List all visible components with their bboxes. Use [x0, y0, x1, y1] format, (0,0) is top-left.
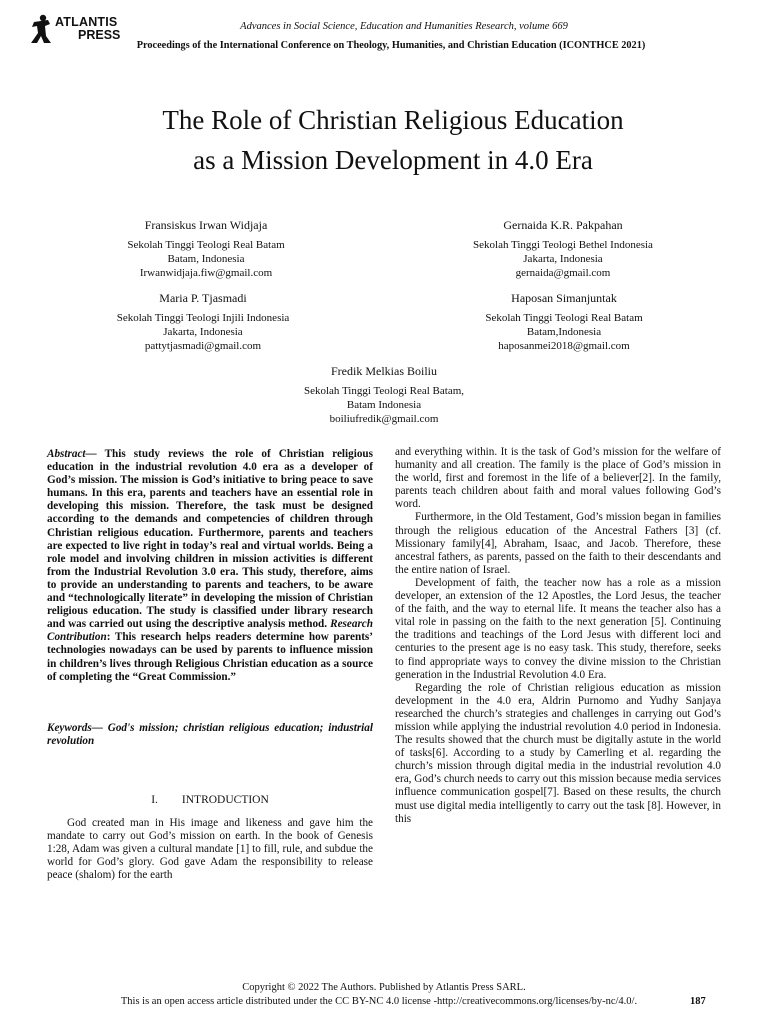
- section-heading: [47, 794, 373, 807]
- keywords: [47, 722, 373, 748]
- abstract-text: This study reviews the role of Christian religious education in the industrial revolution 4.0 era as a developer of God’s mission. The mission is God’s initiative to bring peace to save humans. In this era, parents and teachers have an essential role in developing this mission. Therefore, the task must be designed according to the demands and competencies of children through Christian religious education. Furthermore, parents and teachers are expected to live right in today’s real and virtual worlds. Being a role model and involving children in mission activities is different from the Industrial Revolution 3.0 era. This study, therefore, aims to provide an understanding to parents and teachers, to be aware and “technologically literate” in developing the mission of Christian religious education. The study is classified under library research and was carried out using the descriptive analysis method.: [47, 448, 373, 631]
- title-line-2: as a Mission Development in 4.0 Era: [193, 145, 593, 175]
- abstract-text-cont: : This research helps readers determine how parents’ technologies nowadays can be used by parents to influence mission in children’s lives through Religious Christian education as a source of completing the “Great Commission.”: [47, 631, 373, 683]
- author-block-2: [413, 218, 713, 280]
- abstract: [47, 448, 373, 684]
- title-line-1: The Role of Christian Religious Education: [162, 105, 624, 135]
- author-block-1: [56, 218, 356, 280]
- body-paragraph-2: Furthermore, in the Old Testament, God’s mission began in families through the religious education of the Ancestral Fathers [3] (cf. Missionary family[4], Abraham, Isaac, and Jacob. Therefore, these ancestral fathers, as parents, passed on the faith to their descendants and the entire nation of Israel.: [395, 511, 721, 576]
- author-block-4: [414, 291, 714, 353]
- proceedings-name: Proceedings of the International Conference on Theology, Humanities, and Christian Education (ICONTHCE 2021): [136, 40, 646, 51]
- author-name: Gernaida K.R. Pakpahan: [503, 218, 623, 232]
- logo-text-atlantis: ATLANTIS: [55, 15, 118, 29]
- author-block-5: [234, 364, 534, 426]
- body-paragraph-1-cont: and everything within. It is the task of God’s mission for the welfare of humanity and all creation. The family is the place of God’s mission in the world, first and foremost in the life of a believer[2]. In the family, parents teach children about faith and moral values following God’s word.: [395, 446, 721, 511]
- author-name: Fredik Melkias Boiliu: [331, 364, 437, 378]
- body-paragraph-3: Development of faith, the teacher now has a role as a mission developer, an extension of the 12 Apostles, the Lord Jesus, the teacher of the faith, and the way to eternal life. It means the teacher also has a vital role in passing on the faith to the next generation [5]. Continuing the traditions and teachings of the Lord Jesus with different loci and centuries to the present age is no easy task. This study, therefore, seeks to find appropriate ways to convey the divine mission to the Christian generation in the Industrial Revolution 4.0 Era.: [395, 576, 721, 681]
- author-email: Irwanwidjaja.fiw@gmail.com: [139, 267, 273, 279]
- body-paragraph-1: God created man in His image and likeness and gave him the mandate to carry out God’s mission on earth. In the book of Genesis 1:28, Adam was given a cultural mandate [1] to fill, rule, and subdue the world for God’s glory. God gave Adam the responsibility to release peace (shalom) for the earth: [47, 816, 373, 882]
- left-column: [47, 448, 373, 882]
- section-number: I.: [151, 793, 158, 806]
- author-affiliation: Sekolah Tinggi Teologi Real Batam: [127, 239, 285, 251]
- author-name: Maria P. Tjasmadi: [159, 291, 247, 305]
- author-name: Fransiskus Irwan Widjaja: [144, 218, 268, 232]
- author-email: gernaida@gmail.com: [515, 267, 611, 279]
- right-column: [395, 446, 721, 826]
- keywords-text: God's mission; christian religious education; industrial revolution: [47, 721, 373, 747]
- logo-text-press: PRESS: [78, 28, 121, 42]
- author-location: Batam,Indonesia: [526, 326, 602, 338]
- author-location: Jakarta, Indonesia: [523, 253, 603, 265]
- author-affiliation: Sekolah Tinggi Teologi Injili Indonesia: [116, 312, 290, 324]
- author-location: Batam, Indonesia: [167, 253, 245, 265]
- author-location: Jakarta, Indonesia: [163, 326, 243, 338]
- paper-title: [0, 100, 768, 180]
- author-email: pattytjasmadi@gmail.com: [144, 340, 262, 352]
- author-affiliation: Sekolah Tinggi Teologi Real Batam: [485, 312, 643, 324]
- abstract-label: Abstract—: [47, 448, 97, 460]
- body-paragraph-4: Regarding the role of Christian religious education as mission development in the 4.0 era, Aldrin Purnomo and Yudhy Sanjaya researched the church’s strategies and challenges in carrying out God’s mission while applying the industrial revolution 4.0 period in Indonesia. The results showed that the church must be digitally astute in the world of tasks[6]. According to a study by Camerling et al. regarding the church’s mission through digital media in the industrial revolution 4.0 era, God’s church needs to carry out this mission because media services influence communication gospel[7]. Based on these results, the church must use digital media intelligently to carry out the task [8]. However, in this: [395, 681, 721, 825]
- keywords-label: Keywords—: [47, 721, 103, 734]
- footer-license: This is an open access article distributed under the CC BY-NC 4.0 license -http://creativecommons.org/licenses/by-nc/4.0/.: [120, 996, 638, 1007]
- author-affiliation: Sekolah Tinggi Teologi Bethel Indonesia: [473, 239, 653, 251]
- section-title: INTRODUCTION: [181, 793, 269, 806]
- author-email: haposanmei2018@gmail.com: [498, 340, 630, 352]
- author-location: Batam Indonesia: [346, 399, 422, 411]
- page-number: 187: [690, 996, 706, 1007]
- author-block-3: [53, 291, 353, 353]
- research-contribution-label: Research Contribution: [47, 618, 373, 644]
- author-email: boiliufredik@gmail.com: [329, 413, 439, 425]
- author-affiliation: Sekolah Tinggi Teologi Real Batam,: [303, 385, 465, 397]
- journal-name: Advances in Social Science, Education and Humanities Research, volume 669: [240, 21, 568, 32]
- author-name: Haposan Simanjuntak: [511, 291, 617, 305]
- footer-copyright: Copyright © 2022 The Authors. Published by Atlantis Press SARL.: [242, 982, 526, 993]
